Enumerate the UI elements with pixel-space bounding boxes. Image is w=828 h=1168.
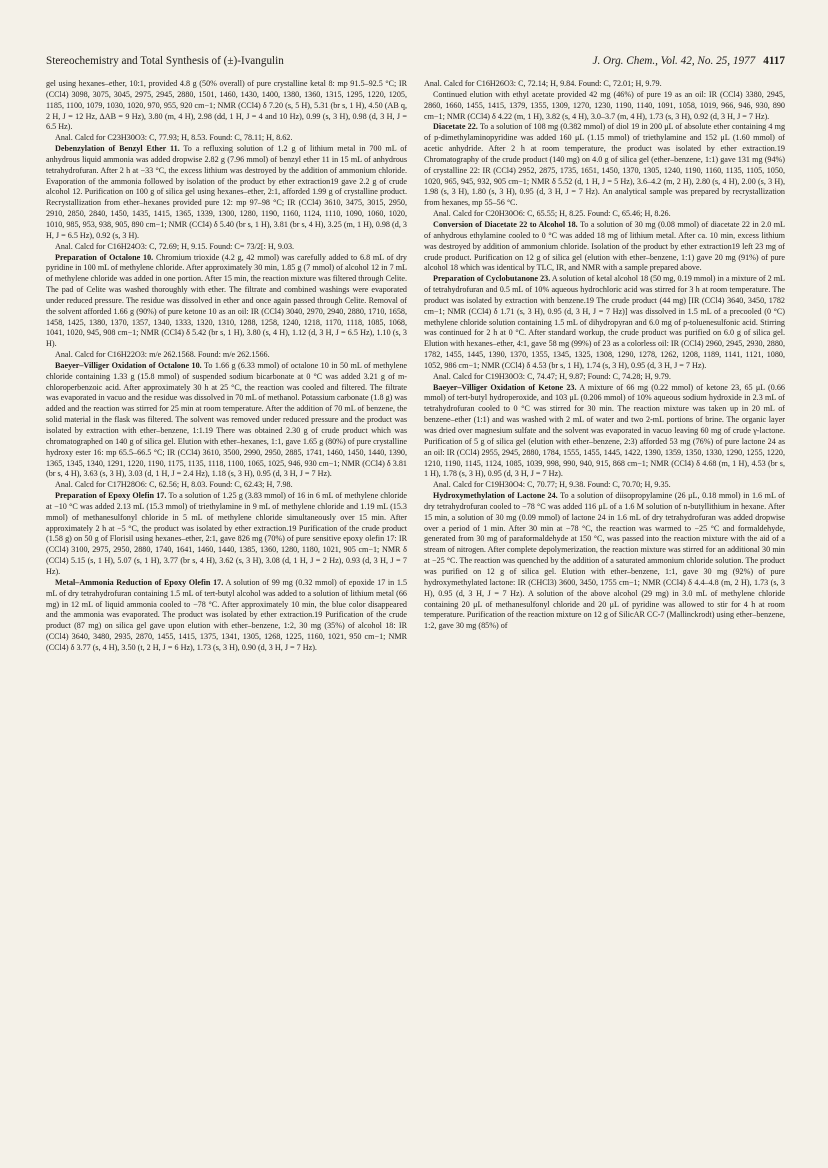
paragraph-text: Anal. Calcd for C16H26O3: C, 72.14; H, 9.84. Found: C, 72.01; H, 9.79. bbox=[424, 79, 662, 88]
paragraph bbox=[46, 242, 407, 253]
paragraph-text: To a solution of 1.25 g (3.83 mmol) of 16 in 6 mL of methylene chloride at −10 °C was added 2.13 mL (15.3 mmol) of triethylamine in 9 mL of methylene chloride and 1.19 mL (15.3 mmol) of methanesulfonyl chloride in 5 mL of methylene chloride simultaneously over 15 min. After approximately 2 h at −5 °C, the product was isolated by ether extraction.19 Purification of the crude product (1.58 g) on 50 g of Florisil using hexanes–ether, 2:1, gave 826 mg (70%) of pure sensitive epoxy olefin 17: IR (CCl4) 3100, 2975, 2950, 2880, 1740, 1641, 1460, 1440, 1385, 1360, 1280, 1180, 1021, 905 cm−1; NMR δ (CCl4) 5.15 (s, 1 H), 5.07 (s, 1 H), 3.77 (br s, 4 H), 3.62 (s, 3 H), 3.08 (d, 1 H, J = 2 Hz), 0.93 (d, 3 H, J = 7 Hz). bbox=[46, 491, 407, 576]
paragraph-text: Chromium trioxide (4.2 g, 42 mmol) was carefully added to 6.8 mL of dry pyridine in 100 mL of methylene chloride. After approximately 30 min, 1.85 g (7 mmol) of alcohol 12 in 7 mL of methylene chloride was added in one portion. After 15 min, the reaction mixture was filtered through Celite. The pad of Celite was washed thoroughly with ether. The filtrate and combined washings were evaporated under reduced pressure. The residue was dissolved in ether and once again passed through Celite. Removal of the solvent afforded 1.66 g (90%) of pure ketone 10 as an oil: IR (CCl4) 3040, 2970, 2940, 2880, 1710, 1658, 1458, 1425, 1380, 1370, 1357, 1340, 1333, 1320, 1310, 1288, 1258, 1240, 1218, 1170, 1118, 1085, 1068, 1041, 1020, 945, 908 cm−1; NMR (CCl4) δ 5.42 (br s, 1 H), 3.80 (s, 4 H), 1.12 (d, 3 H, J = 6.5 Hz), 1.10 (s, 3 H). bbox=[46, 252, 407, 349]
paragraph bbox=[46, 253, 407, 351]
journal-citation: J. Org. Chem., Vol. 42, No. 25, 1977 bbox=[592, 55, 756, 67]
paragraph bbox=[46, 578, 407, 654]
paragraph-text: A solution of 99 mg (0.32 mmol) of epoxide 17 in 1.5 mL of dry tetrahydrofuran containing 1.5 mL of tert-butyl alcohol was added to a solution of lithium metal (66 mg) in 12 mL of liquid ammonia cooled to −78 °C. After approximately 10 min, the blue color disappeared and the ammonia was evaporated. The product was isolated by ether extraction.19 Purification of the crude product (87 mg) on silica gel gave upon elution with ether–benzene, 1:2, 30 mg (35%) of alcohol 18: IR (CCl4) 3640, 3480, 2935, 2870, 1455, 1415, 1375, 1341, 1305, 1268, 1225, 1160, 1021, 950 cm−1; NMR (CCl4) δ 3.77 (s, 4 H), 3.50 (t, 2 H, J = 6 Hz), 1.73 (s, 3 H), 0.90 (d, 3 H, J = 7 Hz). bbox=[46, 577, 407, 652]
paragraph bbox=[46, 133, 407, 144]
paragraph-text: To a solution of diisopropylamine (26 μL, 0.18 mmol) in 1.6 mL of dry tetrahydrofuran cooled to −78 °C was added 116 μL of a 1.6 M solution of n-butyllithium in hexane. After 15 min, a solution of 30 mg (0.09 mmol) of lactone 24 in 1.6 mL of dry tetrahydrofuran was added dropwise over a period of 1 min. After 30 min at −78 °C, the reaction was warmed to −25 °C and formaldehyde, generated from 30 mg of paraformaldehyde at 150 °C, was passed into the reaction mixture with the aid of a stream of nitrogen. After complete depolymerization, the reaction mixture was stirred for an additional 30 min at −25 °C. The reaction was quenched by the addition of a saturated ammonium chloride solution. The product was purified on 12 g of silica gel. Elution with ether–benzene, 1:1, gave 30 mg (92%) of pure hydroxymethylated lactone: IR (CHCl3) 3600, 3450, 1755 cm−1; NMR (CCl4) δ 4.4–4.8 (m, 2 H), 1.73 (s, 3 H), 0.95 (d, 3 H, J = 7 Hz). A solution of the above alcohol (29 mg) in 3.0 mL of methylene chloride containing 20 μL of methanesulfonyl chloride and 20 μL of pyridine was allowed to stir for 4 h at room temperature. Purification of the reaction mixture on 12 g of SilicAR CC-7 (Mallinckrodt) using ether–benzene, 1:2, gave 30 mg (85%) of bbox=[424, 491, 785, 631]
paragraph-heading: Conversion of Diacetate 22 to Alcohol 18. bbox=[433, 219, 578, 229]
paragraph-text: Anal. Calcd for C16H24O3: C, 72.69; H, 9.15. Found: C= 73/2[: H, 9.03. bbox=[55, 241, 295, 251]
paragraph bbox=[424, 480, 785, 491]
paragraph-text: To a solution of 30 mg (0.08 mmol) of diacetate 22 in 2.0 mL of anhydrous ethylamine cooled to 0 °C was added 18 mg of lithium metal. After ca. 10 min, excess lithium was destroyed by addition of ammonium chloride. Isolation of the product by ether extraction19 left 23 mg of crude product. Purification on 12 g of silica gel (elution with ether–benzene, 1:1) gave 20 mg (91%) of pure alcohol 18 which was identical by TLC, IR, and NMR with a sample prepared above. bbox=[424, 219, 785, 273]
paragraph bbox=[424, 122, 785, 209]
paragraph-text: Continued elution with ethyl acetate provided 42 mg (46%) of pure 19 as an oil: IR (CCl4) 3380, 2945, 2860, 1660, 1455, 1415, 1379, 1355, 1309, 1270, 1230, 1190, 1140, 1091, 1058, 1019, 966, 946, 930, 890 cm−1; NMR (CCl4) δ 4.22 (m, 1 H), 3.82 (s, 4 H), 3.0–3.7 (m, 4 H), 1.73 (s, 3 H), 0.92 (d, 3 H, J = 7 Hz). bbox=[424, 89, 785, 121]
paragraph-text: To a refluxing solution of 1.2 g of lithium metal in 700 mL of anhydrous liquid ammonia was added dropwise 2.82 g (7.96 mmol) of benzyl ether 11 in 15 mL of anhydrous tetrahydrofuran. After 2 h at −33 °C, the excess lithium was destroyed by the addition of ammonium chloride. Evaporation of the ammonia followed by isolation of the product by ether extraction19 gave 2.2 g of crude alcohol 12. Purification on 100 g of silica gel using hexanes–ether, 2:1, afforded 1.99 g of crystalline product. Recrystallization from ether–hexanes provided pure 12: mp 97–98 °C; IR (CCl4) 3610, 3475, 3015, 2950, 2910, 2850, 2840, 1450, 1435, 1415, 1365, 1339, 1300, 1280, 1190, 1160, 1124, 1110, 1090, 1060, 1020, 1010, 985, 953, 938, 905, 890 cm−1; NMR (CCl4) δ 5.40 (br s, 1 H), 3.81 (br s, 4 H), 3.25 (m, 1 H), 0.98 (d, 3 H, J = 6.5 Hz), 0.92 (s, 3 H). bbox=[46, 144, 407, 240]
two-column-body bbox=[46, 79, 785, 1124]
paragraph bbox=[424, 209, 785, 220]
paragraph bbox=[424, 90, 785, 123]
paragraph-text: To 1.66 g (6.33 mmol) of octalone 10 in 50 mL of methylene chloride containing 1.33 g (15.8 mmol) of suspended sodium bicarbonate at 0 °C was added 3.21 g of m-chloroperbenzoic acid. After approximately 30 h at 25 °C, the reaction was cooled and filtered. The filtrate was evaporated in vacuo and the residue was dissolved in 70 mL of methanol. Potassium carbonate (1.8 g) was added and the reaction was stirred for 25 min at room temperature. After the addition of 70 mL of benzene, the solid material in the flask was filtered. The solvent was removed under reduced pressure and the product was isolated by extraction with ether–benzene, 1:1.19 There was obtained 2.30 g of crude product which was chromatographed on 140 g of silica gel. Elution with ether–hexanes, 1:1, gave 1.65 g (80%) of pure crystalline hydroxy ester 16: mp 65.5–66.5 °C; IR (CCl4) 3610, 3500, 2990, 2950, 2885, 1741, 1460, 1450, 1440, 1390, 1365, 1345, 1340, 1291, 1220, 1190, 1175, 1135, 1118, 1100, 1065, 1025, 946, 930 cm−1; NMR (CCl4) δ 3.81 (br s, 4 H), 3.63 (s, 3 H), 3.03 (d, 1 H, J = 2.4 Hz), 1.18 (s, 3 H), 0.95 (d, 3 H, J = 7 Hz). bbox=[46, 360, 407, 479]
running-head-title: Stereochemistry and Total Synthesis of (±)-Ivangulin bbox=[46, 55, 284, 67]
paragraph-heading: Preparation of Cyclobutanone 23. bbox=[433, 274, 551, 284]
paragraph-heading: Baeyer–Villiger Oxidation of Ketone 23. bbox=[433, 382, 577, 392]
left-column bbox=[46, 79, 407, 1124]
paragraph-text: gel using hexanes–ether, 10:1, provided 4.8 g (50% overall) of pure crystalline ketal 8: mp 91.5–92.5 °C; IR (CCl4) 3098, 3075, 3045, 2975, 2945, 2880, 1501, 1460, 1430, 1400, 1380, 1360, 1315, 1295, 1220, 1205, 1185, 1100, 1079, 1030, 1020, 970, 955, 920 cm−1; NMR (CCl4) δ 7.20 (s, 5 H), 5.31 (br s, 1 H), 4.50 (AB q, 2 H, J = 12 Hz, ΔAB = 9 Hz), 3.80 (m, 4 H), 2.98 (dd, 1 H, J = 4 and 10 Hz), 0.99 (s, 3 H), 0.98 (d, 3 H, J = 6.5 Hz). bbox=[46, 79, 407, 132]
paragraph-text: Anal. Calcd for C20H30O6: C, 65.55; H, 8.25. Found: C, 65.46; H, 8.26. bbox=[433, 209, 671, 219]
paragraph bbox=[424, 79, 785, 90]
paragraph-text: To a solution of 108 mg (0.382 mmol) of diol 19 in 200 μL of absolute ether containing 4 mg of p-dimethylaminopyridine was added 160 μL (1.15 mmol) of triethylamine and 152 μL (1.60 mmol) of acetic anhydride. After 2 h at room temperature, the product was isolated by ether extraction.19 Chromatography of the crude product (140 mg) on 4.0 g of silica gel (ether–benzene, 1:1) gave 131 mg (94%) of crystalline 22: IR (CCl4) 2952, 2875, 1735, 1651, 1450, 1370, 1305, 1240, 1190, 1160, 1135, 1105, 1050, 1020, 965, 945, 932, 905 cm−1; NMR δ 5.52 (d, 1 H, J = 5 Hz), 3.6–4.2 (m, 2 H), 2.80 (s, 4 H), 2.00 (s, 3 H), 1.98 (s, 3 H), 1.80 (s, 3 H), 0.95 (d, 3 H, J = 7 Hz). An analytical sample was prepared by recrystallization from hexanes, mp 55–56 °C. bbox=[424, 122, 785, 208]
paragraph-text: Anal. Calcd for C19H30O4: C, 70.77; H, 9.38. Found: C, 70.70; H, 9.35. bbox=[433, 480, 671, 490]
paragraph bbox=[46, 79, 407, 133]
paragraph-heading: Preparation of Octalone 10. bbox=[55, 252, 154, 262]
paragraph-text: Anal. Calcd for C16H22O3: m/e 262.1568. Found: m/e 262.1566. bbox=[55, 350, 270, 360]
paragraph-heading: Preparation of Epoxy Olefin 17. bbox=[55, 491, 167, 501]
running-head-journal bbox=[593, 55, 786, 67]
paragraph bbox=[46, 144, 407, 242]
paragraph-heading: Metal–Ammonia Reduction of Epoxy Olefin 17. bbox=[55, 577, 224, 587]
paragraph-text: Anal. Calcd for C17H28O6: C, 62.56; H, 8.03. Found: C, 62.43; H, 7.98. bbox=[55, 480, 293, 490]
running-head bbox=[46, 55, 785, 67]
paragraph bbox=[424, 372, 785, 383]
paragraph-text: Anal. Calcd for C23H30O3: C, 77.93; H, 8.53. Found: C, 78.11; H, 8.62. bbox=[55, 133, 293, 143]
paragraph bbox=[46, 480, 407, 491]
right-column bbox=[424, 79, 785, 1124]
paragraph bbox=[46, 361, 407, 480]
journal-page bbox=[46, 55, 785, 1140]
paragraph-text: Anal. Calcd for C19H30O3: C, 74.47; H, 9.87; Found: C, 74.28; H, 9.79. bbox=[433, 371, 671, 381]
paragraph-heading: Baeyer–Villiger Oxidation of Octalone 10. bbox=[55, 360, 202, 370]
page-number: 4117 bbox=[763, 55, 785, 67]
paragraph bbox=[424, 220, 785, 274]
paragraph-text: A mixture of 66 mg (0.22 mmol) of ketone 23, 65 μL (0.66 mmol) of tert-butyl hydroperoxide, and 103 μL (0.206 mmol) of 10% aqueous sodium hydroxide in 2.3 mL of tetrahydrofuran cooled to 0 °C was stirred for 30 min. The reaction mixture was taken up in 20 mL of benzene–ether (1:1) and was washed with 2 mL of water and two 2-mL portions of brine. The organic layer was dried over magnesium sulfate and the solvent was evaporated in vacuo leaving 60 mg of crude γ-lactone. Purification of 5 g of silica gel (elution with ether–benzene, 2:3) afforded 53 mg (76%) of pure lactone 24 as an oil: IR (CCl4) 2955, 2945, 2880, 1784, 1555, 1455, 1445, 1422, 1390, 1359, 1350, 1330, 1290, 1255, 1220, 1210, 1190, 1145, 1124, 1085, 1039, 998, 990, 940, 915, 868 cm−1; NMR (CCl4) δ 4.68 (m, 1 H), 4.53 (br s, 1 H), 1.78 (s, 3 H), 0.95 (d, 3 H, J = 7 Hz). bbox=[424, 382, 785, 479]
paragraph-heading: Hydroxymethylation of Lactone 24. bbox=[433, 491, 558, 501]
paragraph-heading: Debenzylation of Benzyl Ether 11. bbox=[55, 144, 180, 154]
paragraph bbox=[424, 274, 785, 372]
paragraph bbox=[424, 383, 785, 481]
paragraph-text: A solution of ketal alcohol 18 (50 mg, 0.19 mmol) in a mixture of 2 mL of tetrahydrofuran and 0.5 mL of 10% aqueous hydrochloric acid was stirred for 3 h at room temperature. The product was isolated by extraction with benzene.19 The crude product (44 mg) [IR (CCl4) 3640, 3450, 1782 cm−1; NMR (CCl4) δ 1.71 (s, 3 H), 0.95 (d, 3 H, J = 7 Hz)] was dissolved in 1.5 mL of a precooled (0 °C) methylene chloride solution containing 1.5 mL of dihydropyran and 6.0 mg of p-toluenesulfonic acid. Stirring was continued for 2 h at 0 °C. After standard workup, the crude product was purified on 6.0 g of silica gel. Elution with hexanes–ether, 4:1, gave 58 mg (99%) of 23 as a colorless oil: IR (CCl4) 2960, 2945, 2930, 2880, 1782, 1455, 1445, 1390, 1370, 1355, 1345, 1325, 1308, 1290, 1278, 1262, 1208, 1189, 1141, 1121, 1080, 1052, 986 cm−1; NMR (CCl4) δ 4.53 (br s, 1 H), 1.74 (s, 3 H), 0.95 (d, 3 H, J = 7 Hz). bbox=[424, 274, 785, 370]
paragraph bbox=[46, 350, 407, 361]
paragraph bbox=[46, 491, 407, 578]
paragraph bbox=[424, 491, 785, 632]
paragraph-heading: Diacetate 22. bbox=[433, 122, 478, 132]
